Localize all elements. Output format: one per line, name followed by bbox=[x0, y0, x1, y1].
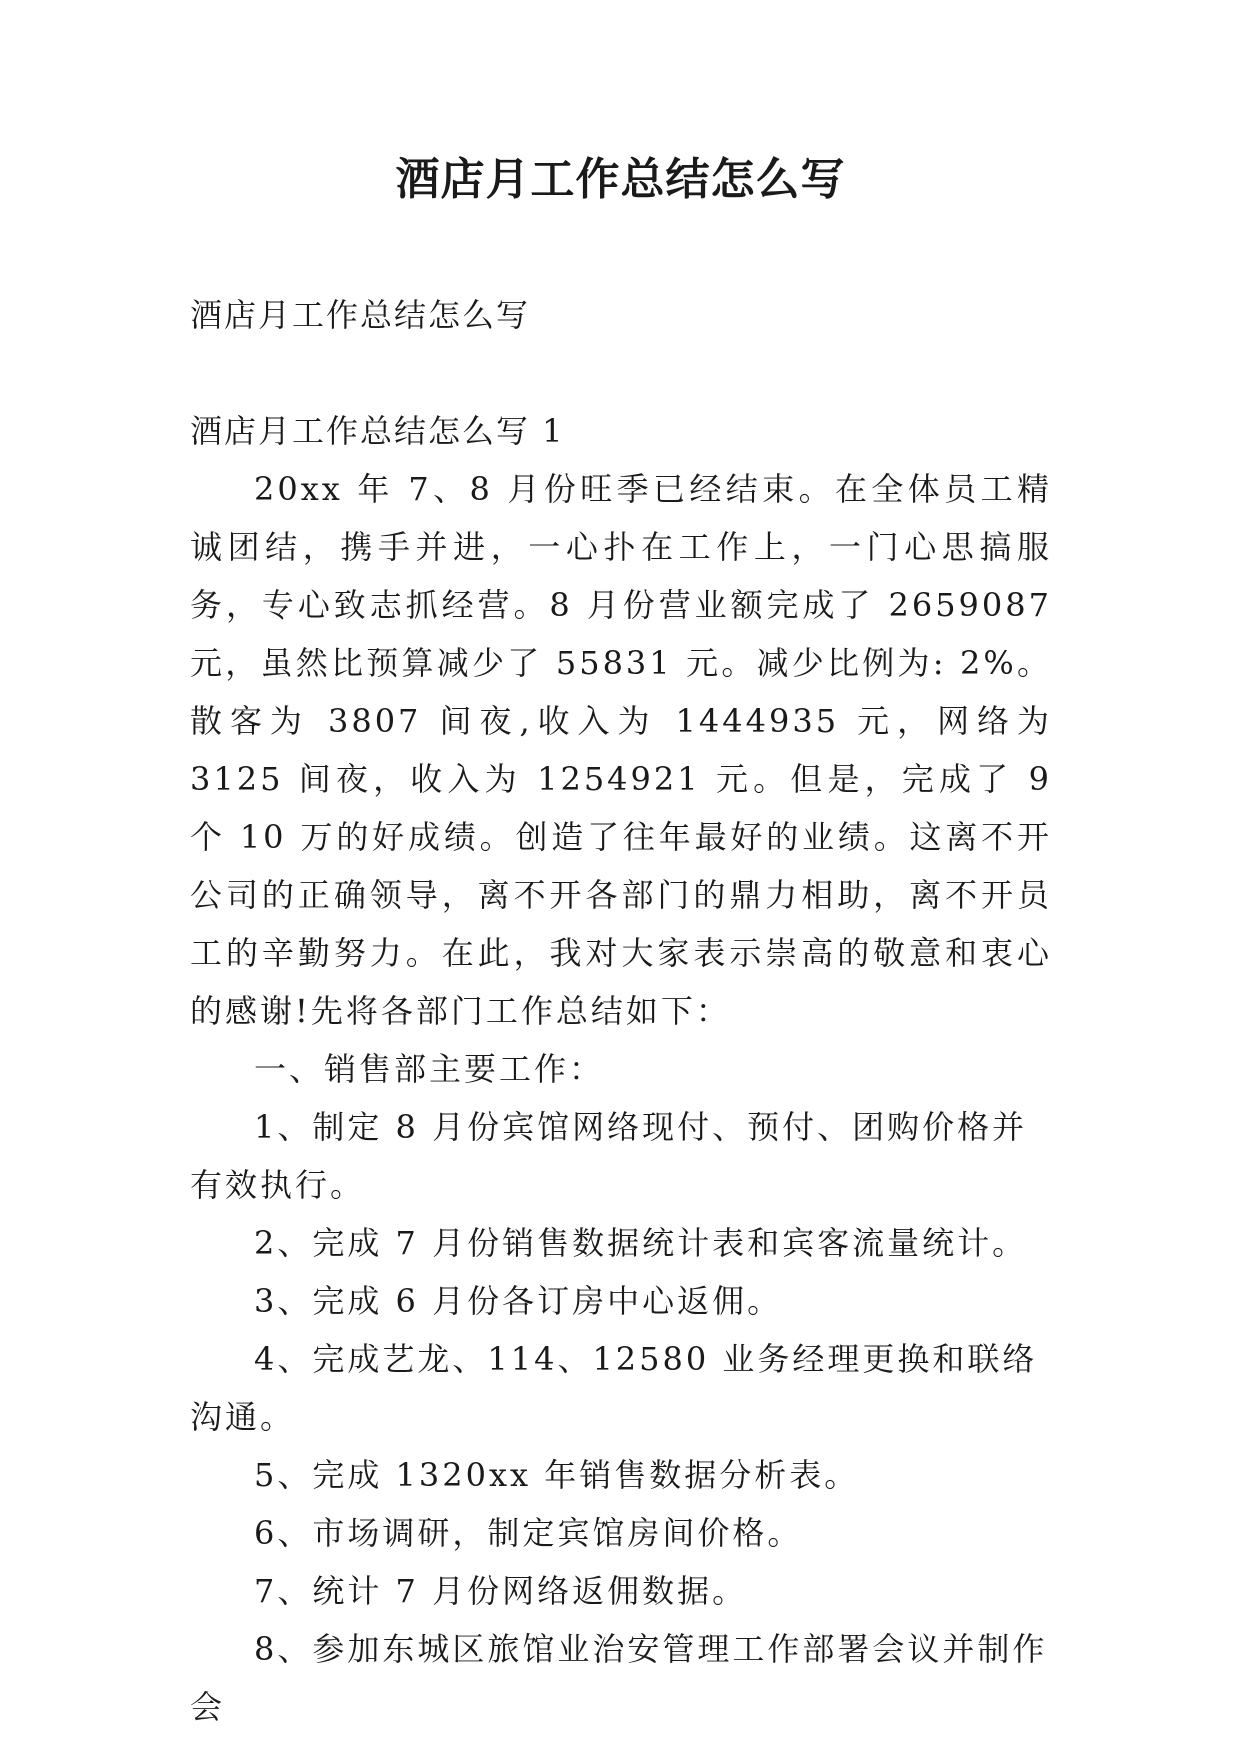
document-title: 酒店月工作总结怎么写 bbox=[395, 154, 846, 205]
list-item: 1、制定 8 月份宾馆网络现付、预付、团购价格并有效执行。 bbox=[190, 1108, 1028, 1204]
list-item: 5、完成 1320xx 年销售数据分析表。 bbox=[254, 1456, 860, 1494]
list-item: 7、统计 7 月份网络返佣数据。 bbox=[254, 1572, 748, 1610]
list-item: 6、市场调研，制定宾馆房间价格。 bbox=[254, 1514, 803, 1552]
intro-paragraph: 20xx 年 7、8 月份旺季已经结束。在全体员工精诚团结，携手并进，一心扑在工作上，一门心思搞服务，专心致志抓经营。8 月份营业额完成了 2659087 元，虽然比预算减少了 55831 元。减少比例为: 2%。散客为 3807 间夜,收入为 1444935 元，网络为 3125 间夜，收入为 1254921 元。但是，完成了 9 个 10 万的好成绩。创造了往年最好的业绩。这离不开公司的正确领导，离不开各部门的鼎力相助，离不开员工的辛勤努力。在此，我对大家表示崇高的敬意和衷心的感谢!先将各部门工作总结如下： bbox=[190, 470, 1052, 1030]
list-item: 4、完成艺龙、114、12580 业务经理更换和联络沟通。 bbox=[190, 1340, 1038, 1436]
section-title: 酒店月工作总结怎么写 1 bbox=[190, 412, 565, 450]
document-subtitle: 酒店月工作总结怎么写 bbox=[190, 296, 531, 334]
document-body bbox=[190, 286, 1052, 1736]
sales-heading: 一、销售部主要工作： bbox=[254, 1050, 605, 1088]
list-item: 3、完成 6 月份各订房中心返佣。 bbox=[254, 1282, 783, 1320]
list-item: 8、参加东城区旅馆业治安管理工作部署会议并制作会 bbox=[190, 1630, 1048, 1726]
list-item: 2、完成 7 月份销售数据统计表和宾客流量统计。 bbox=[254, 1224, 1028, 1262]
